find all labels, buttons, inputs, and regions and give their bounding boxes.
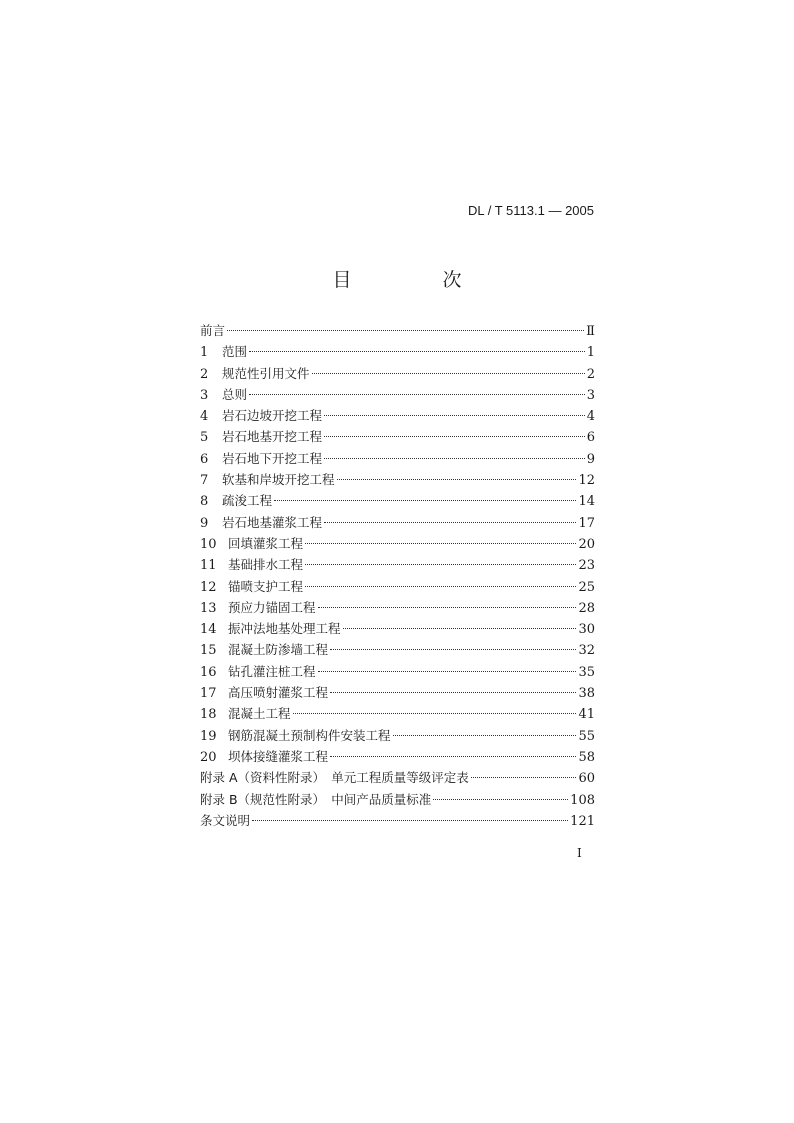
dot-leader (318, 671, 577, 672)
toc-entry-title: 锚喷支护工程 (228, 578, 304, 594)
toc-entry[interactable] (200, 576, 595, 597)
toc-entry-number: 20 (200, 749, 217, 765)
dot-leader (305, 564, 576, 565)
toc-entry-page: 4 (586, 409, 595, 425)
toc-entry-page: 12 (578, 473, 595, 489)
dot-leader (293, 713, 577, 714)
toc-entry-title: 前言 (200, 323, 226, 338)
dot-leader (324, 415, 585, 416)
toc-entry[interactable] (200, 554, 595, 575)
toc-entry-number: 19 (200, 728, 217, 744)
toc-entry-number: 17 (200, 686, 217, 702)
dot-leader (305, 543, 576, 544)
toc-entry-title: 岩石地下开挖工程 (222, 450, 323, 466)
toc-entry-page: 23 (578, 558, 595, 574)
toc-entry[interactable] (200, 682, 595, 703)
toc-entry-page: 58 (578, 749, 595, 765)
toc-entry-title: 疏浚工程 (222, 493, 273, 509)
toc-entry-number: 16 (200, 664, 217, 680)
toc-entry-page: 17 (578, 515, 595, 531)
toc-entry-page: 2 (586, 366, 595, 382)
toc-entry-title: 规范性引用文件 (222, 365, 310, 381)
toc-entry-title: 软基和岸坡开挖工程 (222, 472, 335, 488)
toc-entry-title: 混凝土防渗墙工程 (228, 642, 329, 658)
dot-leader (324, 458, 585, 459)
toc-entry-title: 附录 A（资料性附录） 单元工程质量等级评定表 (200, 770, 469, 786)
dot-leader (393, 735, 577, 736)
dot-leader (318, 607, 577, 608)
toc-entry-number: 8 (200, 494, 209, 510)
toc-entry-page: 108 (570, 792, 595, 808)
toc-entry-number: 1 (200, 345, 209, 361)
toc-entry-title: 附录 B（规范性附录） 中间产品质量标准 (200, 791, 432, 807)
dot-leader (324, 436, 585, 437)
toc-entry[interactable] (200, 448, 595, 469)
toc-entry-number: 12 (200, 579, 217, 595)
toc-entry-number: 14 (200, 622, 217, 638)
toc-entry[interactable] (200, 703, 595, 724)
toc-entry-title: 基础排水工程 (228, 557, 304, 573)
toc-entry[interactable] (200, 746, 595, 767)
dot-leader (249, 394, 585, 395)
dot-leader (471, 777, 577, 778)
toc-entry-title: 回填灌浆工程 (228, 535, 304, 551)
dot-leader (330, 756, 576, 757)
page-title: 目 次 (332, 269, 498, 291)
toc-entry[interactable] (200, 661, 595, 682)
toc-entry[interactable] (200, 426, 595, 447)
toc-entry-number: 15 (200, 643, 217, 659)
toc-entry-page: 30 (578, 622, 595, 638)
toc-entry-title: 岩石地基灌浆工程 (222, 514, 323, 530)
dot-leader (330, 692, 576, 693)
dot-leader (343, 628, 577, 629)
toc-entry-title: 混凝土工程 (228, 706, 291, 722)
toc-entry-number: 18 (200, 707, 217, 723)
toc-entry-number: 4 (200, 409, 209, 425)
dot-leader (274, 500, 576, 501)
dot-leader (433, 799, 568, 800)
toc-entry-title: 钢筋混凝土预制构件安装工程 (228, 727, 391, 743)
toc-entry-page: 3 (586, 387, 595, 403)
toc-entry-page: 1 (586, 345, 595, 361)
dot-leader (249, 351, 585, 352)
toc-entry-title: 预应力锚固工程 (228, 599, 316, 615)
toc-entry[interactable] (200, 469, 595, 490)
dot-leader (312, 373, 585, 374)
toc-entry[interactable] (200, 618, 595, 639)
toc-entry-number: 7 (200, 473, 209, 489)
standard-code: DL / T 5113.1 — 2005 (468, 203, 594, 218)
toc-entry-number: 9 (200, 515, 209, 531)
toc-entry-number: 5 (200, 430, 209, 446)
dot-leader (252, 820, 568, 821)
toc-entry-page: 41 (578, 707, 595, 723)
toc-entry-title: 总则 (222, 386, 248, 402)
toc-entry[interactable] (200, 320, 595, 341)
toc-entry-page: 14 (578, 494, 595, 510)
toc-entry-title: 条文说明 (200, 812, 251, 828)
toc-entry-title: 振冲法地基处理工程 (228, 621, 341, 637)
toc-entry[interactable] (200, 405, 595, 426)
toc-entry-title: 钻孔灌注桩工程 (228, 663, 316, 679)
table-of-contents (200, 320, 595, 831)
toc-entry-page: 6 (586, 430, 595, 446)
toc-entry-title: 坝体接缝灌浆工程 (228, 748, 329, 764)
toc-entry[interactable] (200, 725, 595, 746)
toc-entry-page: 35 (578, 664, 595, 680)
toc-entry-title: 范围 (222, 344, 248, 360)
toc-entry-number: 11 (200, 558, 217, 574)
toc-entry-title: 岩石地基开挖工程 (222, 429, 323, 445)
toc-entry[interactable] (200, 810, 595, 831)
toc-entry-number: 3 (200, 387, 209, 403)
toc-entry-page: Ⅱ (586, 324, 595, 339)
dot-leader (324, 522, 576, 523)
dot-leader (305, 586, 576, 587)
toc-entry-page: 25 (578, 579, 595, 595)
toc-entry[interactable] (200, 639, 595, 660)
footer-page-number: I (577, 846, 582, 860)
dot-leader (227, 330, 584, 331)
toc-entry-page: 55 (578, 728, 595, 744)
toc-entry-number: 13 (200, 600, 217, 616)
toc-entry-title: 岩石边坡开挖工程 (222, 408, 323, 424)
toc-entry-number: 6 (200, 451, 209, 467)
toc-entry-page: 121 (570, 813, 595, 829)
toc-entry[interactable] (200, 490, 595, 511)
toc-entry[interactable] (200, 767, 595, 788)
toc-entry[interactable] (200, 363, 595, 384)
toc-entry-page: 60 (578, 771, 595, 787)
toc-entry-page: 9 (586, 451, 595, 467)
toc-entry-number: 2 (200, 366, 209, 382)
toc-entry[interactable] (200, 512, 595, 533)
toc-entry[interactable] (200, 341, 595, 362)
toc-entry-page: 32 (578, 643, 595, 659)
toc-entry[interactable] (200, 384, 595, 405)
toc-entry-title: 高压喷射灌浆工程 (228, 685, 329, 701)
toc-entry-page: 38 (578, 686, 595, 702)
toc-entry-number: 10 (200, 536, 217, 552)
toc-entry[interactable] (200, 533, 595, 554)
dot-leader (337, 479, 577, 480)
toc-entry[interactable] (200, 597, 595, 618)
toc-entry-page: 28 (578, 600, 595, 616)
toc-entry[interactable] (200, 789, 595, 810)
dot-leader (330, 649, 576, 650)
toc-entry-page: 20 (578, 536, 595, 552)
